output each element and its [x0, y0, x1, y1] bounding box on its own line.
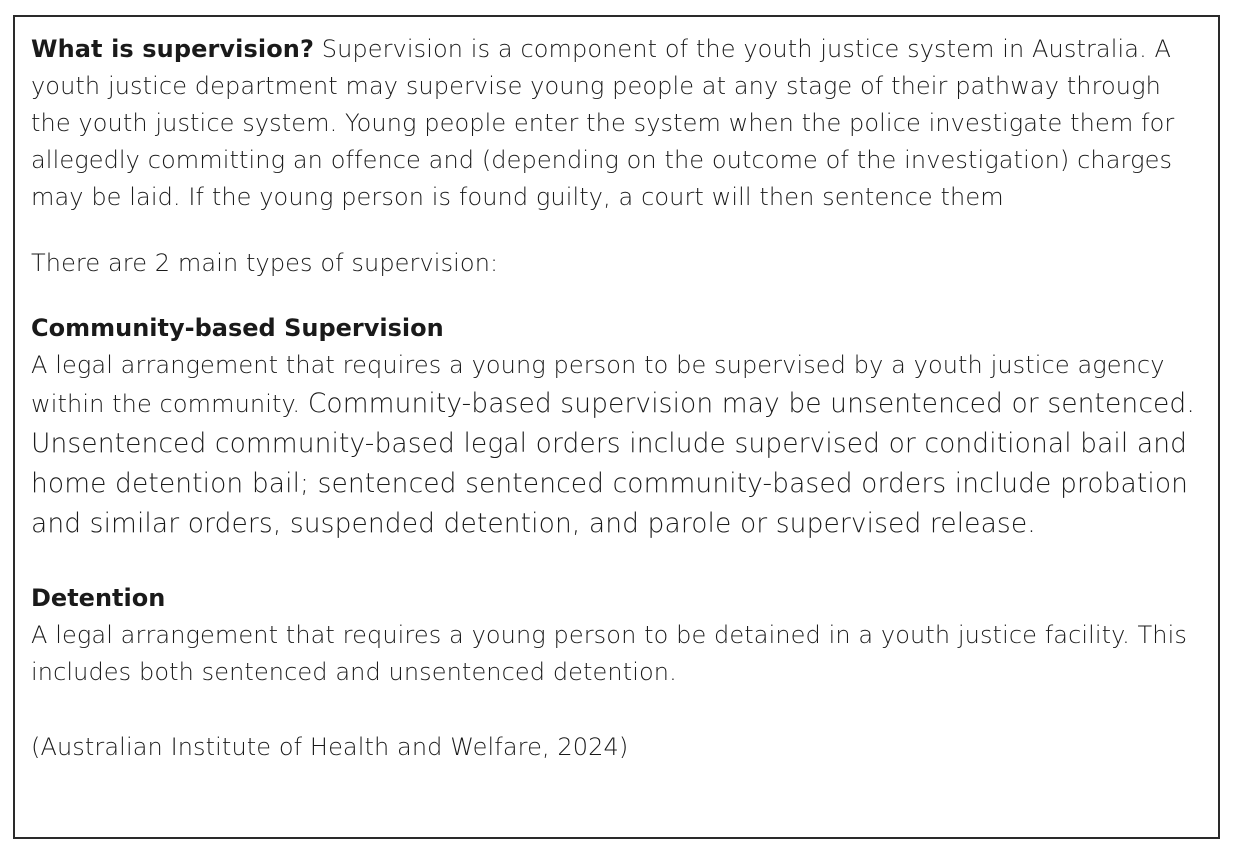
types-line: There are 2 main types of supervision: [31, 249, 499, 277]
citation: (Australian Institute of Health and Welfare, 2024) [31, 733, 629, 761]
info-panel [13, 15, 1220, 839]
community-heading: Community-based Supervision [31, 314, 444, 342]
detention-heading: Detention [31, 584, 166, 612]
intro-label: What is supervision? [31, 35, 314, 63]
community-paragraph [31, 347, 1201, 544]
panel-content [31, 31, 1201, 766]
intro-paragraph [31, 31, 1201, 216]
community-text-part1: A legal arrangement that requires a young person to be supervised by a youth justice agency within the community. [31, 351, 1165, 418]
intro-text: Supervision is a component of the youth justice system in Australia. A youth justice department may supervise young people at any stage of their pathway through the youth justice system. Young people enter the system when the police investigate them for allegedly committing an offence and (depending on the outcome of the investigation) charges may be laid. If the young person is found guilty, a court will then sentence them [31, 35, 1175, 211]
community-text-part2: Community-based supervision may be unsentenced or sentenced. Unsentenced community-based legal orders include supervised or conditional bail and home detention bail; sentenced sentenced community-based orders include probation and similar orders, suspended detention, and parole or supervised release. [31, 388, 1195, 539]
detention-paragraph: A legal arrangement that requires a young person to be detained in a youth justice facility. This includes both sentenced and unsentenced detention. [31, 621, 1187, 686]
